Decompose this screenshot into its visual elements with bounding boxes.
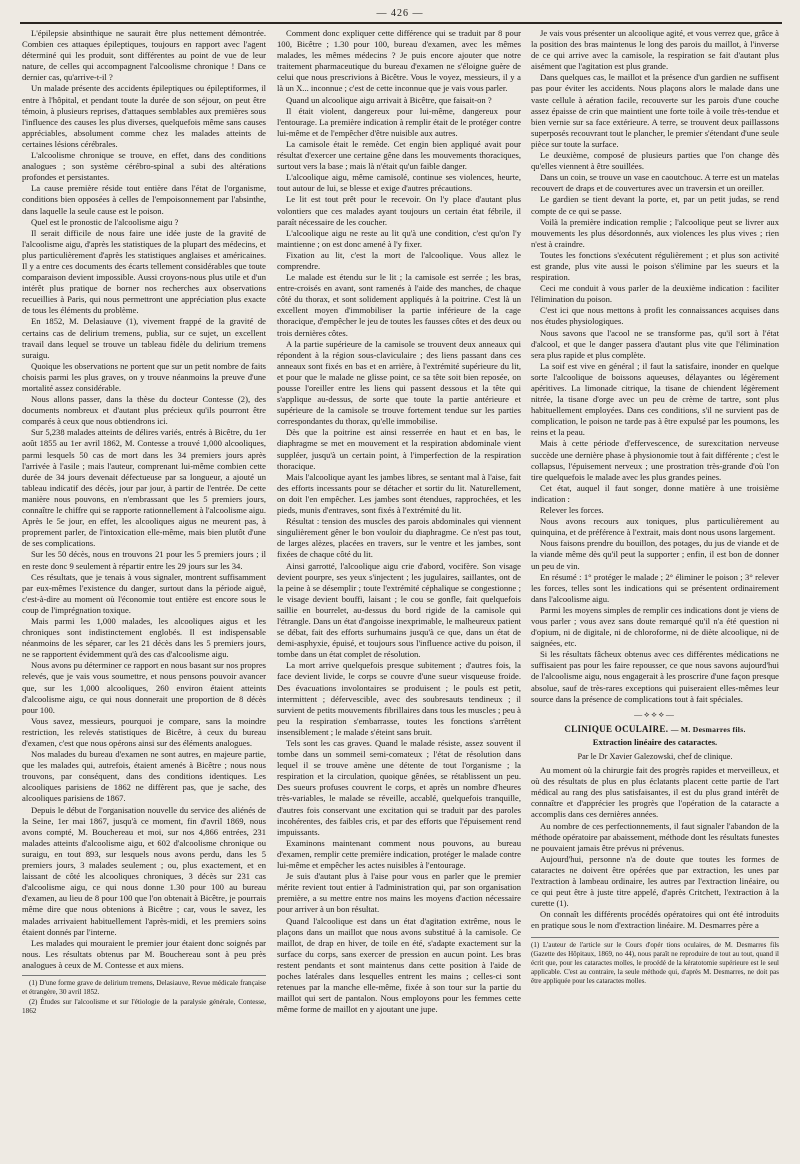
paragraph: Nous allons passer, dans la thèse du docteur Contesse (2), des documents nombreux et d'autant plus précieux qu'ils pourront être comparés à ceux que nous obtiendrons ici. (22, 394, 266, 427)
paragraph: Je vais vous présenter un alcoolique agité, et vous verrez que, grâce à la position des bras maintenus le long des parois du maillot, à l'inverse de ce qui arrive avec la camisole, la respiration se fait d'autant plus aisément que l'agitation est plus grande. (531, 28, 779, 72)
paragraph: En résumé : 1° protéger le malade ; 2° éliminer le poison ; 3° relever les forces, telles sont les indications qui se présentent ordinairement dans l'alcoolisme aigu. (531, 571, 779, 604)
paragraph: Cet état, auquel il faut songer, donne matière à une troisième indication : (531, 482, 779, 504)
paragraph: Au moment où la chirurgie fait des progrès rapides et merveilleux, et où des résultats de plus en plus éclatants placent cette partie de l'art médical au rang des plus satisfaisantes, il est du plus grand intérêt de connaître et d'apprécier les progrès que l'opération de la cataracte a accomplis dans ces dernières années. (531, 765, 779, 820)
paragraph: Mais l'alcoolique ayant les jambes libres, se sentant mal à l'aise, fait des efforts incessants pour se détacher et sortir du lit. Naturellement, on doit l'en empêcher. Les jambes sont étendues, rapprochées, et les pieds, munis d'entraves, sont fixés à l'extrémité du lit. (277, 471, 521, 516)
page-number: — 426 — (376, 8, 424, 19)
section-body (531, 765, 779, 931)
paragraph: Dès que la poitrine est ainsi resserrée en haut et en bas, le diaphragme se met en mouvement et la respiration abdominale vient suppléer, jusqu'à un certain point, à l'imperfection de la respiration thoracique. (277, 427, 521, 471)
paragraph: La soif est vive en général ; il faut la satisfaire, inonder en quelque sorte l'alcoolique de boissons aqueuses, délayantes ou légèrement apéritives. La limonade citrique, la tisane de chiendent légèrement nitrée, la tisane d'orge avec un peu de crème de tartre, sont plus habituellement employées. Dans ces conditions, s'il ne survient pas de complication, le poison ne tarde pas à être expulsé par les poumons, les reins et la peau. (531, 360, 779, 438)
paragraph: Ces résultats, que je tenais à vous signaler, montrent suffisamment par eux-mêmes l'existence du danger, surtout dans la période aiguë, c'est-à-dire au moment où l'économie tout entière est encore sous le coup de l'imprégnation toxique. (22, 571, 266, 615)
paragraph: Examinons maintenant comment nous pouvons, au bureau d'examen, remplir cette première indication, protéger le malade contre lui-même et empêcher les actes nuisibles à l'entourage. (277, 837, 521, 871)
paragraph: L'alcoolique aigu, même camisolé, continue ses violences, heurte, tout autour de lui, se blesse et exige d'autres précautions. (277, 172, 521, 194)
section-separator: —⟡⟡⟡— (634, 709, 676, 719)
paragraph: L'alcoolisme chronique se trouve, en effet, dans des conditions analogues ; son système cérébro-spinal a subi des altérations profondes et persistantes. (22, 150, 266, 183)
paragraph: Si les résultats fâcheux obtenus avec ces différentes médications ne suffisaient pas pour les faire repousser, ce que nous savons aujourd'hui de l'alcoolisme aigu, nous engagerait à les proscrire d'une façon presque absolue, sauf de très-rares exceptions qui puiseraient elles-mêmes leur source dans la présence de complications tout à fait spéciales. (531, 649, 779, 704)
paragraph: Je suis d'autant plus à l'aise pour vous en parler que le premier mérite revient tout entier à l'administration qui, par son organisation première, a su mettre entre nos mains les moyens d'action nécessaire pour arriver à un bon résultat. (277, 871, 521, 915)
paragraph: Toutes les fonctions s'exécutent régulièrement ; et plus son activité est grande, plus vite aussi le poison s'élimine par les sueurs et la respiration. (531, 249, 779, 283)
paragraph: Nous savons que l'acool ne se transforme pas, qu'il sort à l'état d'alcool, et que le danger passera d'autant plus vite que l'élimination sera plus rapide et plus complète. (531, 327, 779, 360)
column-1-footnotes (22, 975, 266, 1017)
paragraph: Depuis le début de l'organisation nouvelle du service des aliénés de la Seine, 1er mai 1867, jusqu'à ce moment, fin d'avril 1869, nous avons compté, M. Bouchereau et moi, sur nos 4,866 entrées, 231 malades atteints d'alcoolisme aigu, et 602 d'alcoolisme chronique ou suraigu, en tout 893, sur lesquels nous avons perdu, dans les 5 premiers jours, 3 malades seulement ; ou, plus exactement, et en laissant de côté les alcooliques chroniques, 3 décès sur 231 cas d'alcoolisme aigu, ce qui nous donne 1.30 pour 100 au bureau d'examen, au lieu de 8 pour 100 que l'on obtenait à Bicêtre, je pourrais même dire que nous obtenions à Bicêtre ; car, vous le savez, les malades arrivaient habituellement l'après-midi, et les premiers soins étaient donnés par l'interne. (22, 804, 266, 937)
paragraph: Ainsi garrotté, l'alcoolique aigu crie d'abord, vocifère. Son visage devient pourpre, ses yeux s'injectent ; les jugulaires, saillantes, ont de la peine à se désemplir ; toute l'extrémité céphalique se congestionne ; le visage devient bouffi, laisant ; le cou se gonfle, fait quelquefois saillie en bourrelet, au-dessus du bord rigide de la camisole qui l'étrangle. Dans un état d'angoisse inexprimable, le malheureux patient se débat, fait des efforts surhumains jusqu'à ce que, dans un état de demi-asphyxie, épuisé, et toujours sous l'influence active du poison, il tombe dans un état complet de résolution. (277, 560, 521, 660)
paragraph: La mort arrive quelquefois presque subitement ; d'autres fois, la face devient livide, le corps se couvre d'une sueur visqueuse froide. Des évacuations involontaires se produisent ; le pouls est petit, intermittent ; défervescible, avec des soubresauts tendineux ; il survient de petits mouvements fibrillaires dans tous les muscles ; peu à peu la respiration s'embarrasse, toutes les fonctions s'arrêtent insensiblement ; le malade s'éteint sans bruit. (277, 660, 521, 737)
footnote: (1) D'une forme grave de delirium tremens, Delasiauve, Revue médicale française et étrangère, 30 avril 1852. (22, 978, 266, 997)
section-subtitle: Extraction linéaire des cataractes. (592, 736, 718, 747)
paragraph: Un malade présente des accidents épileptiques ou épileptiformes, il entre à l'hôpital, et pendant toute la durée de son séjour, on peut être témoin, à plusieurs reprises, d'attaques semblables aux premières sous l'influence des causes les plus diverses, quelquefois même sans causes appréciables, absolument comme chez les malades atteints de certaines lésions cérébrales. (22, 83, 266, 149)
paragraph: Au nombre de ces perfectionnements, il faut signaler l'abandon de la méthode opératoire par abaissement, méthode dont les résultats funestes ne pouvaient jamais être prévus ni prévenus. (531, 820, 779, 853)
paragraph: L'alcoolique aigu ne reste au lit qu'à une condition, c'est qu'on l'y maintienne ; on est donc amené à l'y fixer. (277, 227, 521, 249)
paragraph: Quoique les observations ne portent que sur un petit nombre de faits choisis parmi les plus graves, on y trouve néanmoins la preuve d'une mortalité assez considérable. (22, 360, 266, 393)
paragraph: Tels sont les cas graves. Quand le malade résiste, assez souvent il tombe dans un sommeil semi-comateux ; l'état de résolution dans lequel il se trouve amène une détente de tout l'organisme ; la respiration et la circulation, quoique gênées, se rétablissent un peu. Des sueurs profuses couvrent le corps, et après un nombre d'heures très-variables, le malade se réveille, accablé, quelquefois tranquille, d'autres fois conservant une excitation qui se traduit par des paroles incohérentes, des faibles cris, et par des efforts que l'épuisement rend impuissants. (277, 738, 521, 837)
footnote: (2) Études sur l'alcoolisme et sur l'étiologie de la paralysie générale, Contesse, 1862 (22, 997, 266, 1016)
section-title (531, 724, 779, 735)
column-3 (531, 28, 779, 1154)
header-rule (20, 22, 782, 24)
paragraph: Sur les 50 décès, nous en trouvons 21 pour les 5 premiers jours ; il en reste donc 9 seulement à répartir entre les 29 jours sur les 34. (22, 549, 266, 571)
paragraph: A la partie supérieure de la camisole se trouvent deux anneaux qui répondent à la région sous-claviculaire ; des liens passant dans ces anneaux sont fixés en bas et en arrière, à l'extrémité supérieure du lit, et pour que le malade ne glisse point, ce sa tête soit bien reposée, on pousse l'oreiller entre les liens qui passent dessous et la tête qui s'applique au-dessus, de sorte que toute la partie antérieure et supérieure de la camisole se trouve fortement tendue sur les parties correspondantes du thorax, qu'elle immobilise. (277, 338, 521, 427)
paragraph: Sur 5,238 malades atteints de délires variés, entrés à Bicêtre, du 1er août 1855 au 1er avril 1862, M. Contesse a trouvé 1,000 alcooliques, parmi lesquels 50 cas de mort dans les 34 premiers jours après l'arrivée à l'asile ; mais l'auteur, comprenant lui-même combien cette durée de 34 jours devenait défectueuse par sa longueur, a ajouté un tableau indicatif des décès, jour par jour, à partir de l'entrée. De cette manière nous pouvons, en n'embrassant que les 5 premiers jours, connaître le chiffre qui se rapporte rationnellement à l'alcoolisme aigu. Après le 5e jour, en effet, les alcooliques aigus ne meurent pas, à proprement parler, de l'intoxication elle-même, mais bien plutôt d'une de ses complications. (22, 427, 266, 549)
paragraph: Le lit est tout prêt pour le recevoir. On l'y place d'autant plus volontiers que ces malades ayant toujours un certain état fébrile, il paraît nécessaire de les coucher. (277, 194, 521, 227)
paragraph: Parmi les moyens simples de remplir ces indications dont je viens de vous parler ; vous avez sans doute remarqué qu'il n'a été question ni d'opium, ni de digitale, ni de chloroforme, ni de diète alcoolique, ni de saignées, etc. (531, 604, 779, 649)
column-2 (277, 28, 521, 1154)
paragraph: Le malade est étendu sur le lit ; la camisole est serrée ; les bras, entre-croisés en avant, sont ramenés à l'aide des manches, de chaque côté du thorax, et sont solidement appliqués à la poitrine. C'est là un excellent moyen d'immobiliser la partie inférieure de la cage thoracique, d'empêcher le jeu de toutes les fausses côtes et des deux ou trois dernières côtes. (277, 272, 521, 338)
paragraph: Résultat : tension des muscles des parois abdominales qui viennent singulièrement gêner le bon vouloir du diaphragme. Ce n'est pas tout, de larges alèzes, placées en travers, sur le ventre et les jambes, sont fixées de chaque côté du lit. (277, 516, 521, 560)
paragraph: Dans quelques cas, le maillot et la présence d'un gardien ne suffisent pas pour éviter les accidents. Nous plaçons alors le malade dans une vaste cellule à aération facile, recouverte sur les parois d'une couche assez épaisse de crin que maintient une forte toile à voile très-tendue et bien vernie sur sa face extérieure. A terre, se trouvent deux paillassons superposés recouvrant tout le plancher, le premier s'étendant d'une seule pièce sur toute la surface. (531, 72, 779, 149)
paragraph: Le gardien se tient devant la porte, et, par un petit judas, se rend compte de ce qui se passe. (531, 194, 779, 216)
paragraph: Quand un alcoolique aigu arrivait à Bicêtre, que faisait-on ? (286, 94, 492, 105)
column-2-body (277, 28, 521, 1015)
paragraph: Dans un coin, se trouve un vase en caoutchouc. A terre est un matelas recouvert de draps et de couvertures avec un traversin et un oreiller. (531, 172, 779, 194)
section-title-text: CLINIQUE OCULAIRE. (564, 723, 669, 734)
paragraph: Fixation au lit, c'est la mort de l'alcoolique. Vous allez le comprendre. (277, 249, 521, 271)
paragraph: Il était violent, dangereux pour lui-même, dangereux pour l'entourage. La première indication à remplir était de le protéger contre lui-même et de l'empêcher d'être nuisible aux autres. (277, 105, 521, 138)
paragraph: Quand l'alcoolique est dans un état d'agitation extrême, nous le plaçons dans un maillot que nous avons substitué à la camisole. Ce maillot, de drap en hiver, de toile en été, s'adapte exactement sur la surface du corps, sans exercer de pression en aucun point. Les bras restent pendants et sont maintenus dans cette position à l'aide de poches latérales dans lesquelles entrent les mains ; celles-ci sont retenues par la manche elle-même, fixée à son tour sur la partie du maillot qui sert de pantalon. Nous employons pour les femmes cette même forme de maillot en y ajoutant une jupe. (277, 915, 521, 1015)
paragraph: Vous savez, messieurs, pourquoi je compare, sans la moindre restriction, les relevés statistiques de Bicêtre, à ceux du bureau d'examen, c'est que nous opérons ainsi sur des éléments analogues. (22, 715, 266, 748)
paragraph: Les malades qui mouraient le premier jour étaient donc soignés par nous. Les résultats obtenus par M. Bouchereau sont à peu près analogues à ceux de M. Contesse et aux miens. (22, 937, 266, 970)
paragraph: Mais parmi les 1,000 malades, les alcooliques aigus et les chroniques sont indistinctement englobés. Il est indispensable néanmoins de les séparer, car les 21 décès dans les 5 premiers jours, ne se rapportent évidemment qu'à des cas d'alcoolisme aigu. (22, 615, 266, 660)
paragraph: Il serait difficile de nous faire une idée juste de la gravité de l'alcoolisme aigu, d'après les statistiques de la plupart des médecins, et plus particulièrement d'après les statistiques anglaises et américaines. Il y a entre ces documents des écarts tellement considérables que toute comparaison devient impossible. Aussi croyons-nous plus utile et d'un intérêt plus pratique de borner nos recherches aux observations recueillies à Paris, qui nous permettront une appréciation plus exacte de tous les éléments du problème. (22, 227, 266, 316)
paragraph: Nos malades du bureau d'examen ne sont autres, en majeure partie, que les malades qui, autrefois, étaient amenés à Bicêtre ; nous nous trouvons, par conséquent, dans des conditions identiques. Les alcooliques parisiens de 1862 ne diffèrent pas, que je sache, des alcooliques parisiens de 1867. (22, 749, 266, 804)
article-byline: Par le Dr Xavier Galezowski, chef de clinique. (577, 752, 733, 761)
paragraph: Aujourd'hui, personne n'a de doute que toutes les formes de cataractes ne doivent être opérées que par extraction, les unes par l'extraction à lambeau ordinaire, les autres par l'extraction linéaire, ou ce qui peut être à juste titre appelé, d'après Critchett, l'extraction à la curette (1). (531, 853, 779, 909)
paragraph: On connaît les différents procédés opératoires qui ont été introduits en pratique sous le nom d'extraction linéaire. M. Desmarres père a (531, 909, 779, 931)
paragraph: Le deuxième, composé de plusieurs parties que l'on change dès qu'elles viennent à être souillées. (531, 150, 779, 172)
paragraph: Voilà la première indication remplie ; l'alcoolique peut se livrer aux mouvements les plus désordonnés, aux violences les plus vives ; rien n'est à craindre. (531, 216, 779, 249)
paragraph: Quel est le pronostic de l'alcoolisme aigu ? (31, 216, 179, 227)
paragraph: En 1852, M. Delasiauve (1), vivement frappé de la gravité de certains cas de delirium tremens, publia, sur ce sujet, un excellent travail dans lequel se trouve un tableau fidèle du delirium tremens suraigu. (22, 316, 266, 360)
paragraph: Nous faisons prendre du bouillon, des potages, du jus de viande et de la viande même dès qu'il peut la supporter ; enfin, il est bon de donner un peu de vin. (531, 538, 779, 571)
paragraph: La cause première réside tout entière dans l'état de l'organisme, conditions bien opposées à celles de l'empoisonnement par l'absinthe, dans laquelle la seule cause est le poison. (22, 183, 266, 216)
paragraph: Relever les forces. (540, 505, 604, 516)
column-3-body (531, 28, 779, 705)
section-footnote: (1) L'auteur de l'article sur le Cours d'opér tions oculaires, de M. Desmarres fils (Gazette des Hôpitaux, 1869, no 44), nous paraît ne reproduire de tout au tout, quand il écrit que, pour les cataractes molles, le procédé de la kératotomie supérieure est le seul applicable. C'est au contraire, la seule méthode qui, d'après M. Desmarres, ne doit pas être appliquée pour les cataractes molles. (531, 937, 779, 986)
section-author: — M. Desmarres fils. (670, 724, 746, 734)
paragraph: Mais à cette période d'effervescence, de surexcitation nerveuse succède une dernière phase à physionomie tout à fait différente ; c'est le collapsus, l'épuisement nerveux ; une prostration très-grande d'où l'on tire quelquefois le malade avec les plus grandes peines. (531, 438, 779, 482)
paragraph: L'épilepsie absinthique ne saurait être plus nettement démontrée. Combien ces attaques épileptiques, toujours en rapport avec l'agent déterminé qui les produit, sont différentes au point de vue de leur nature, de celles qui accompagnent l'alcoolisme chronique ! Dans ce dernier cas, qu'arrive-t-il ? (22, 28, 266, 83)
column-1 (22, 28, 266, 1154)
paragraph: La camisole était le remède. Cet engin bien appliqué avait pour résultat d'exercer une certaine gêne dans les mouvements thoraciques, surtout vers la base ; mais là n'était qu'un faible danger. (277, 138, 521, 172)
paragraph: Nous avons pu déterminer ce rapport en nous basant sur nos propres relevés, que je vais vous soumettre, et nous pensons pouvoir avancer que, sur les 1,000 alcooliques, 260 environ étaient atteints d'alcoolisme aigu, ce qui nous donnerait une proportion de 8 décès pour 100. (22, 660, 266, 715)
column-1-body (22, 28, 266, 971)
paragraph: Ceci me conduit à vous parler de la deuxième indication : faciliter l'élimination du poison. (531, 283, 779, 305)
paragraph: Nous avons recours aux toniques, plus particulièrement au quinquina, et de préférence à l'extrait, mais dont nous usons largement. (531, 516, 779, 538)
paragraph: C'est ici que nous mettons à profit les connaissances acquises dans nos études physiologiques. (531, 305, 779, 327)
paragraph: Comment donc expliquer cette différence qui se traduit par 8 pour 100, Bicêtre ; 1.30 pour 100, bureau d'examen, avec les mêmes malades, les mêmes médecins ? Je puis encore ajouter que notre traitement pharmaceutique du bureau d'examen ne s'éloigne guère de celui que nous prescrivions à Bicêtre. Vous le voyez, messieurs, il y a là un X... inconnue ; c'est de cette inconnue que je vais vous parler. (277, 28, 521, 94)
